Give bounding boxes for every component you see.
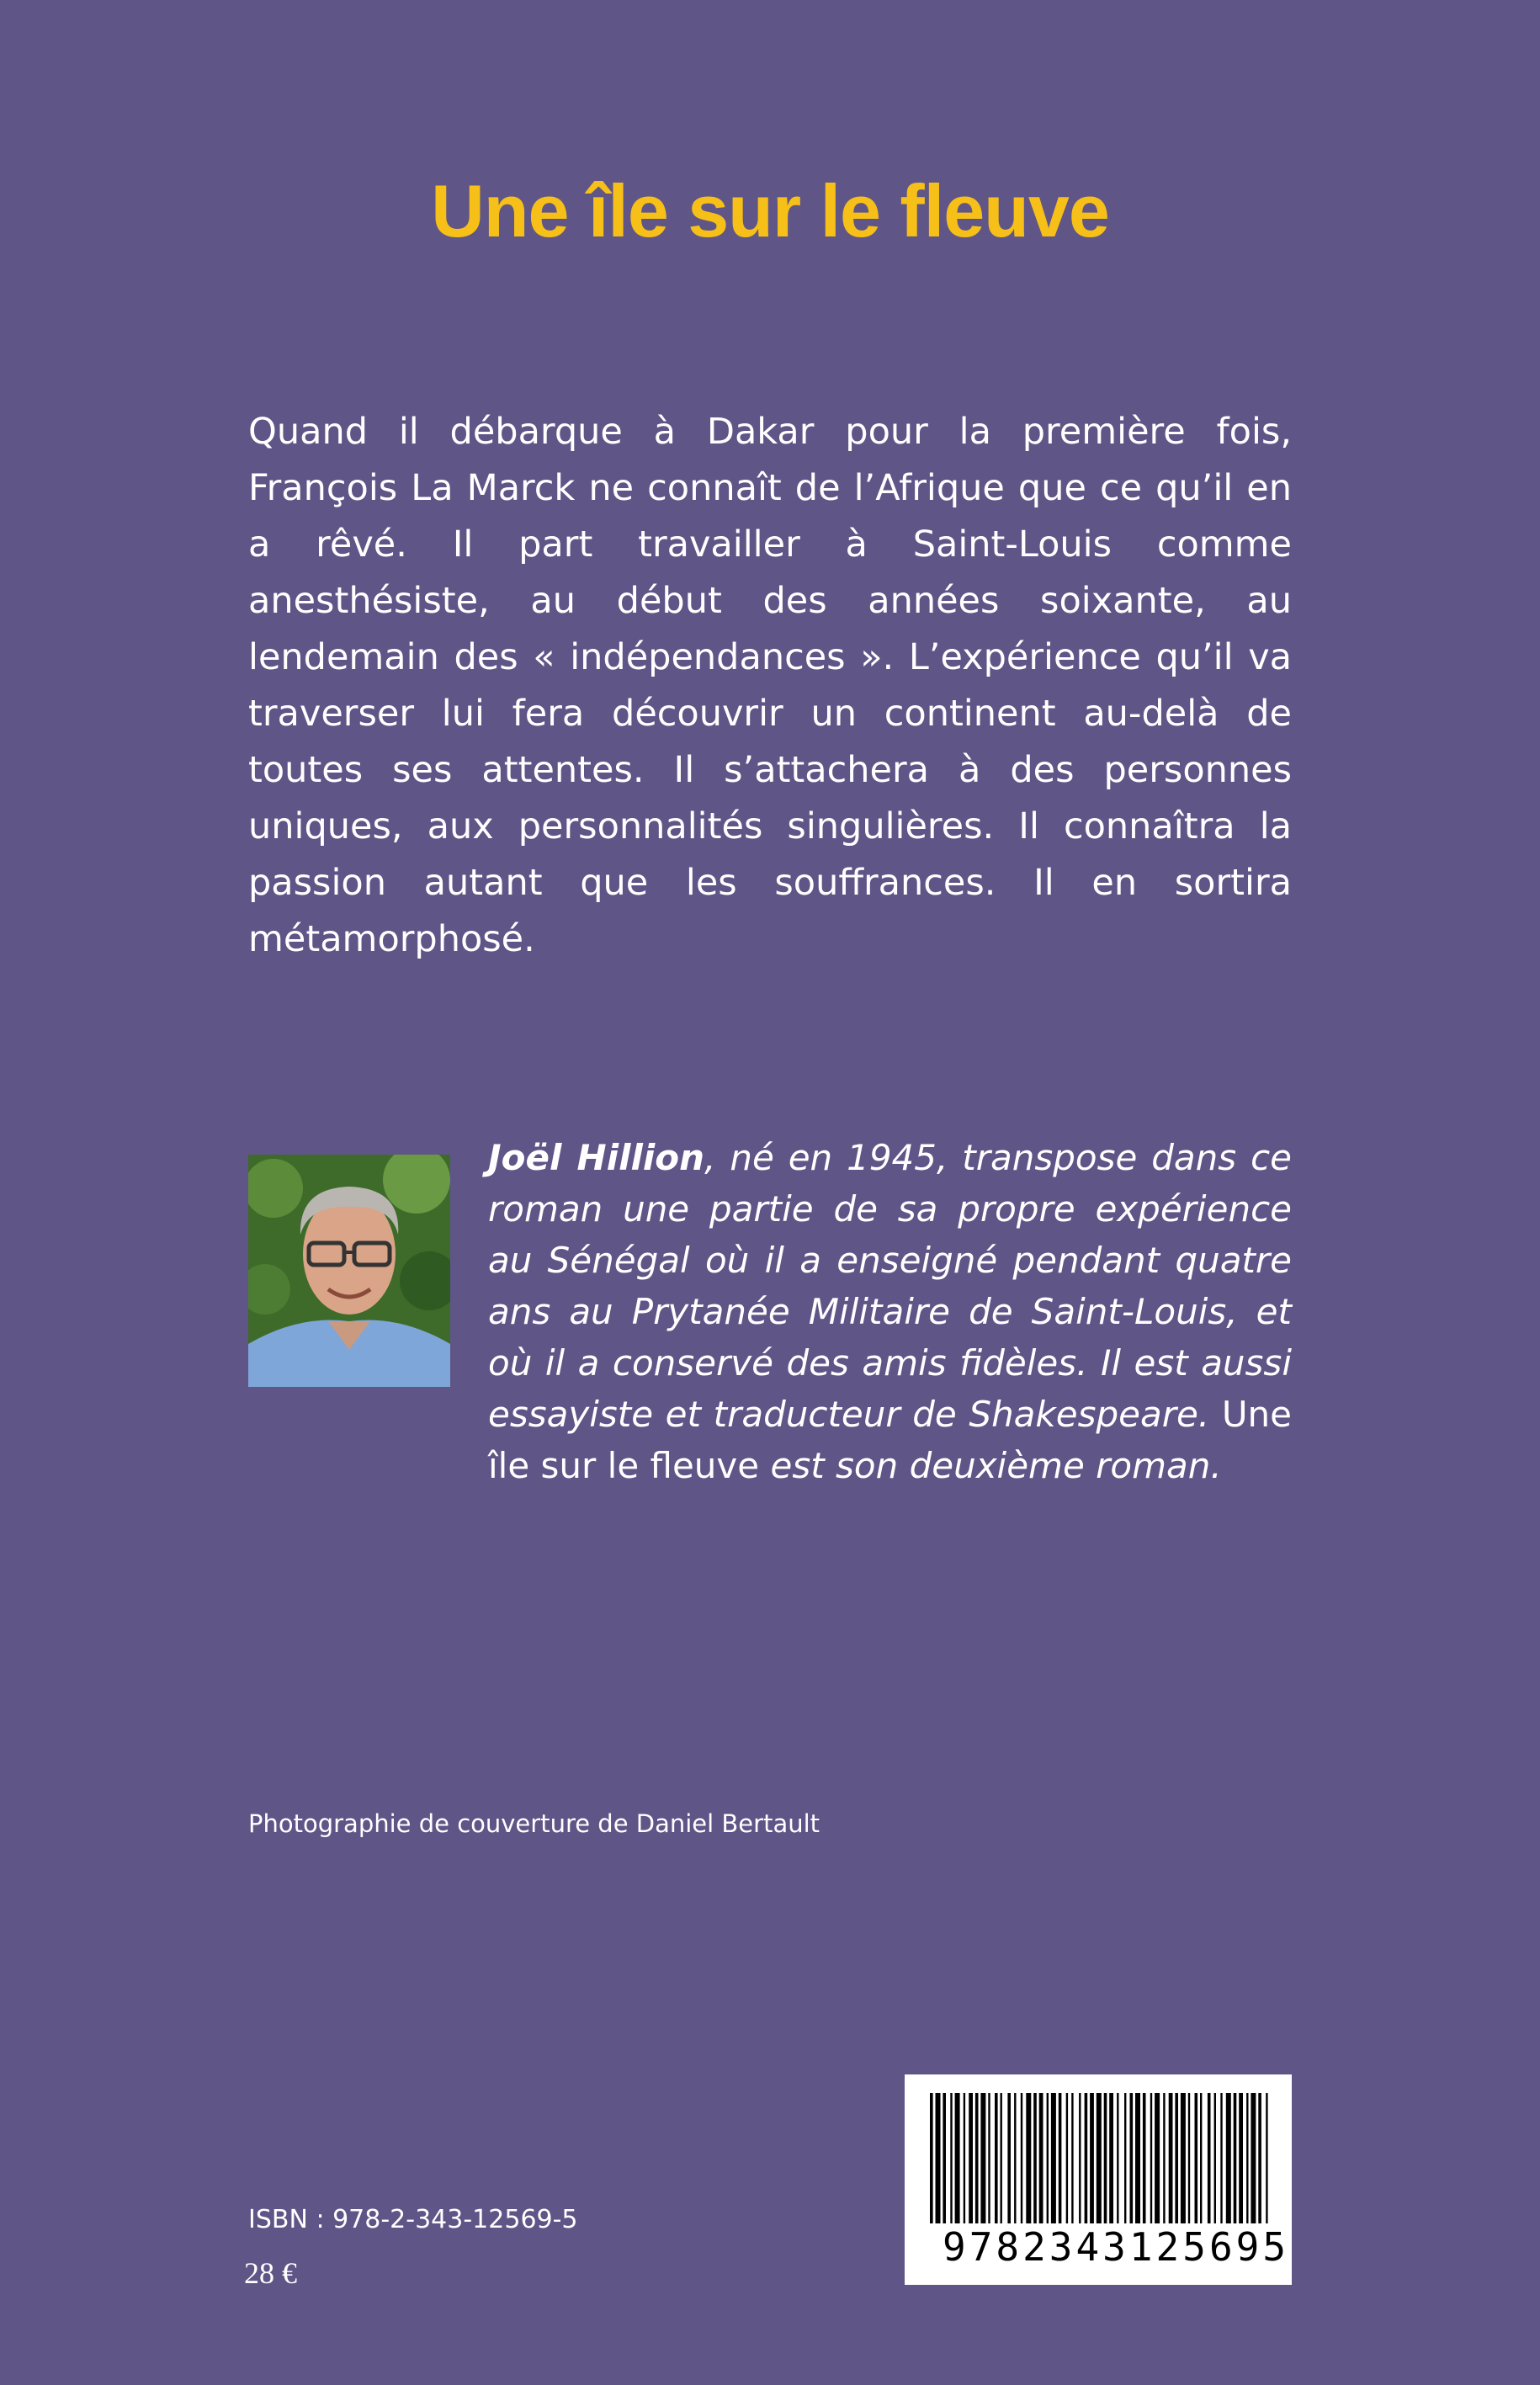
barcode-bar	[1163, 2093, 1165, 2223]
barcode-bar	[980, 2093, 985, 2223]
barcode	[905, 2074, 1292, 2285]
barcode-bar	[1104, 2093, 1107, 2223]
barcode-bar	[943, 2093, 946, 2223]
barcode-bar	[1051, 2093, 1056, 2223]
back-cover-blurb: Quand il débarque à Dakar pour la première fois, François La Marck ne connaît de l’Afrique que ce qu’il en a rêvé. Il part travailler à Saint-Louis comme anesthésiste, au début des années soixante, au lendemain des « indépendances ». L’expérience qu’il va traverser lui fera découvrir un continent au-delà de toutes ses attentes. Il s’attachera à des personnes uniques, aux personnalités singulières. Il connaîtra la passion autant que les souffrances. Il en sortira métamorphosé.	[248, 411, 1292, 960]
barcode-bar	[1071, 2093, 1073, 2223]
barcode-bar	[1090, 2093, 1094, 2223]
photo-credit: Photographie de couverture de Daniel Bertault	[248, 1809, 820, 1838]
barcode-bar	[1251, 2093, 1256, 2223]
barcode-bar	[1195, 2093, 1198, 2223]
barcode-bar	[1079, 2093, 1081, 2223]
barcode-bar	[1124, 2093, 1126, 2223]
barcode-bar	[995, 2093, 998, 2223]
barcode-bar	[1059, 2093, 1062, 2223]
barcode-digits: 9782343125695	[943, 2224, 1290, 2270]
barcode-bar	[1097, 2093, 1102, 2223]
barcode-bar	[964, 2093, 965, 2223]
barcode-bar	[936, 2093, 941, 2223]
barcode-bar	[1007, 2093, 1011, 2223]
barcode-bar	[1214, 2093, 1216, 2223]
barcode-bar	[1239, 2093, 1243, 2223]
barcode-bar	[1143, 2093, 1146, 2223]
barcode-bar	[1001, 2093, 1002, 2223]
barcode-bar	[1109, 2093, 1113, 2223]
barcode-bar	[1175, 2093, 1178, 2223]
barcode-bar	[1246, 2093, 1248, 2223]
author-photo	[248, 1155, 450, 1387]
barcode-bar	[1117, 2093, 1118, 2223]
barcode-bar	[1014, 2093, 1016, 2223]
barcode-bar	[1135, 2093, 1140, 2223]
barcode-bar	[1208, 2093, 1211, 2223]
barcode-bar	[1085, 2093, 1088, 2223]
barcode-bar	[1033, 2093, 1037, 2223]
barcode-bar	[969, 2093, 973, 2223]
book-title: Une île sur le fleuve	[431, 169, 1109, 252]
barcode-bar	[1021, 2093, 1022, 2223]
barcode-bar	[1066, 2093, 1068, 2223]
barcode-bar	[1047, 2093, 1049, 2223]
barcode-bar	[930, 2093, 933, 2223]
isbn-label: ISBN : 978-2-343-12569-5	[248, 2205, 578, 2234]
author-name: Joël Hillion	[488, 1137, 705, 1178]
barcode-bar	[975, 2093, 979, 2223]
barcode-bar	[988, 2093, 990, 2223]
barcode-bar	[1258, 2093, 1261, 2223]
barcode-bar	[1150, 2093, 1152, 2223]
author-bio-text: , né en 1945, transpose dans ce roman une partie de sa propre expérience au Sénégal où il a enseigné pendant quatre ans au Prytanée Militaire de Saint-Louis, et où il a conservé des amis fidèles. Il est aussi essayiste et traducteur de Shakespeare.	[488, 1137, 1292, 1435]
author-bio-closing: est son deuxième roman.	[770, 1445, 1222, 1486]
barcode-bar	[1234, 2093, 1237, 2223]
author-bio-book-title: Une île sur le fleuve	[488, 1394, 1293, 1486]
barcode-bar	[1169, 2093, 1173, 2223]
barcode-bar	[1026, 2093, 1031, 2223]
barcode-bar	[955, 2093, 960, 2223]
barcode-bar	[1155, 2093, 1160, 2223]
barcode-bar	[1200, 2093, 1202, 2223]
price-label: 28 €	[244, 2256, 297, 2290]
barcode-bar	[1188, 2093, 1190, 2223]
barcode-bar	[1220, 2093, 1222, 2223]
barcode-bar	[1226, 2093, 1231, 2223]
barcode-bar	[1130, 2093, 1134, 2223]
barcode-bar	[1266, 2093, 1267, 2223]
barcode-bar	[1181, 2093, 1186, 2223]
barcode-bar	[1039, 2093, 1043, 2223]
barcode-bar	[950, 2093, 952, 2223]
author-bio	[488, 1132, 1292, 1491]
